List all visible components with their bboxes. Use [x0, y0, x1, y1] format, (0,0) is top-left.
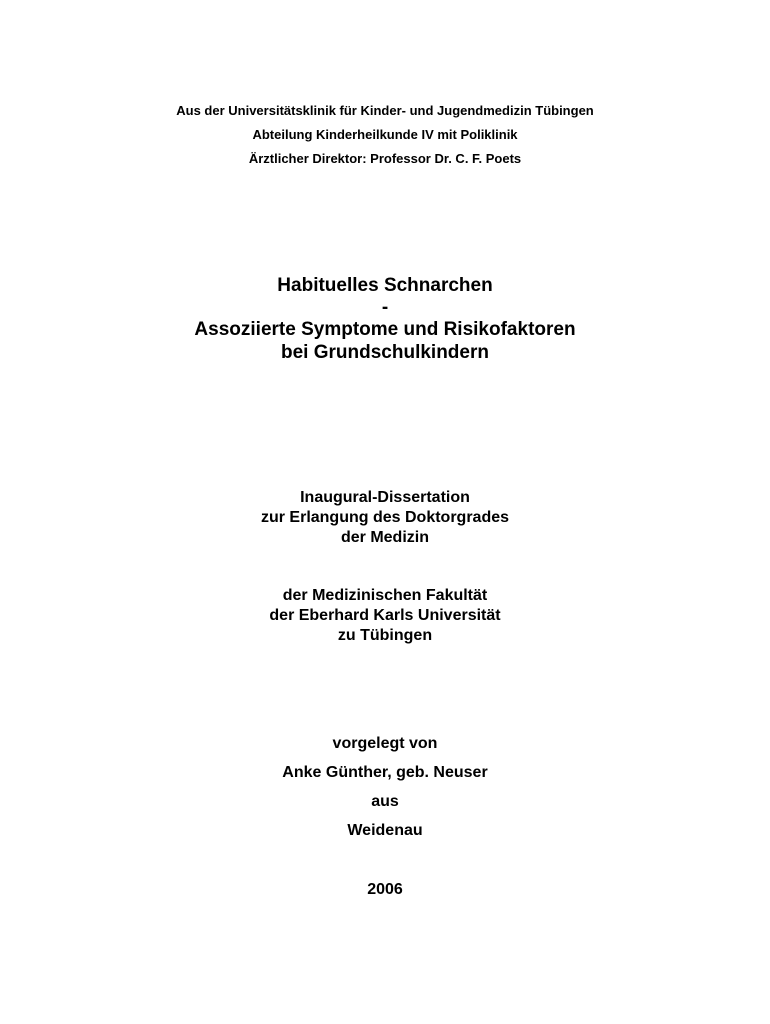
dissertation-purpose: zur Erlangung des Doktorgrades: [260, 509, 510, 526]
thesis-title-separator: -: [381, 297, 389, 318]
dissertation-field: der Medizin: [340, 529, 429, 546]
publication-year: 2006: [367, 881, 403, 898]
thesis-title-main: Habituelles Schnarchen: [277, 275, 493, 296]
thesis-subtitle-line2: bei Grundschulkindern: [281, 342, 489, 363]
director-line: Ärztlicher Direktor: Professor Dr. C. F. Poets: [248, 151, 522, 166]
dissertation-type: Inaugural-Dissertation: [300, 489, 470, 506]
department-line: Abteilung Kinderheilkunde IV mit Poliklinik: [252, 127, 518, 142]
faculty-name: der Medizinischen Fakultät: [282, 587, 488, 604]
university-city: zu Tübingen: [337, 627, 433, 644]
author-name: Anke Günther, geb. Neuser: [282, 764, 488, 781]
institution-line: Aus der Universitätsklinik für Kinder- und Jugendmedizin Tübingen: [176, 103, 594, 118]
thesis-subtitle-line1: Assoziierte Symptome und Risikofaktoren: [194, 319, 576, 340]
author-hometown: Weidenau: [347, 822, 423, 839]
from-label: aus: [371, 793, 399, 810]
presented-by-label: vorgelegt von: [332, 735, 438, 752]
university-name: der Eberhard Karls Universität: [269, 607, 501, 624]
